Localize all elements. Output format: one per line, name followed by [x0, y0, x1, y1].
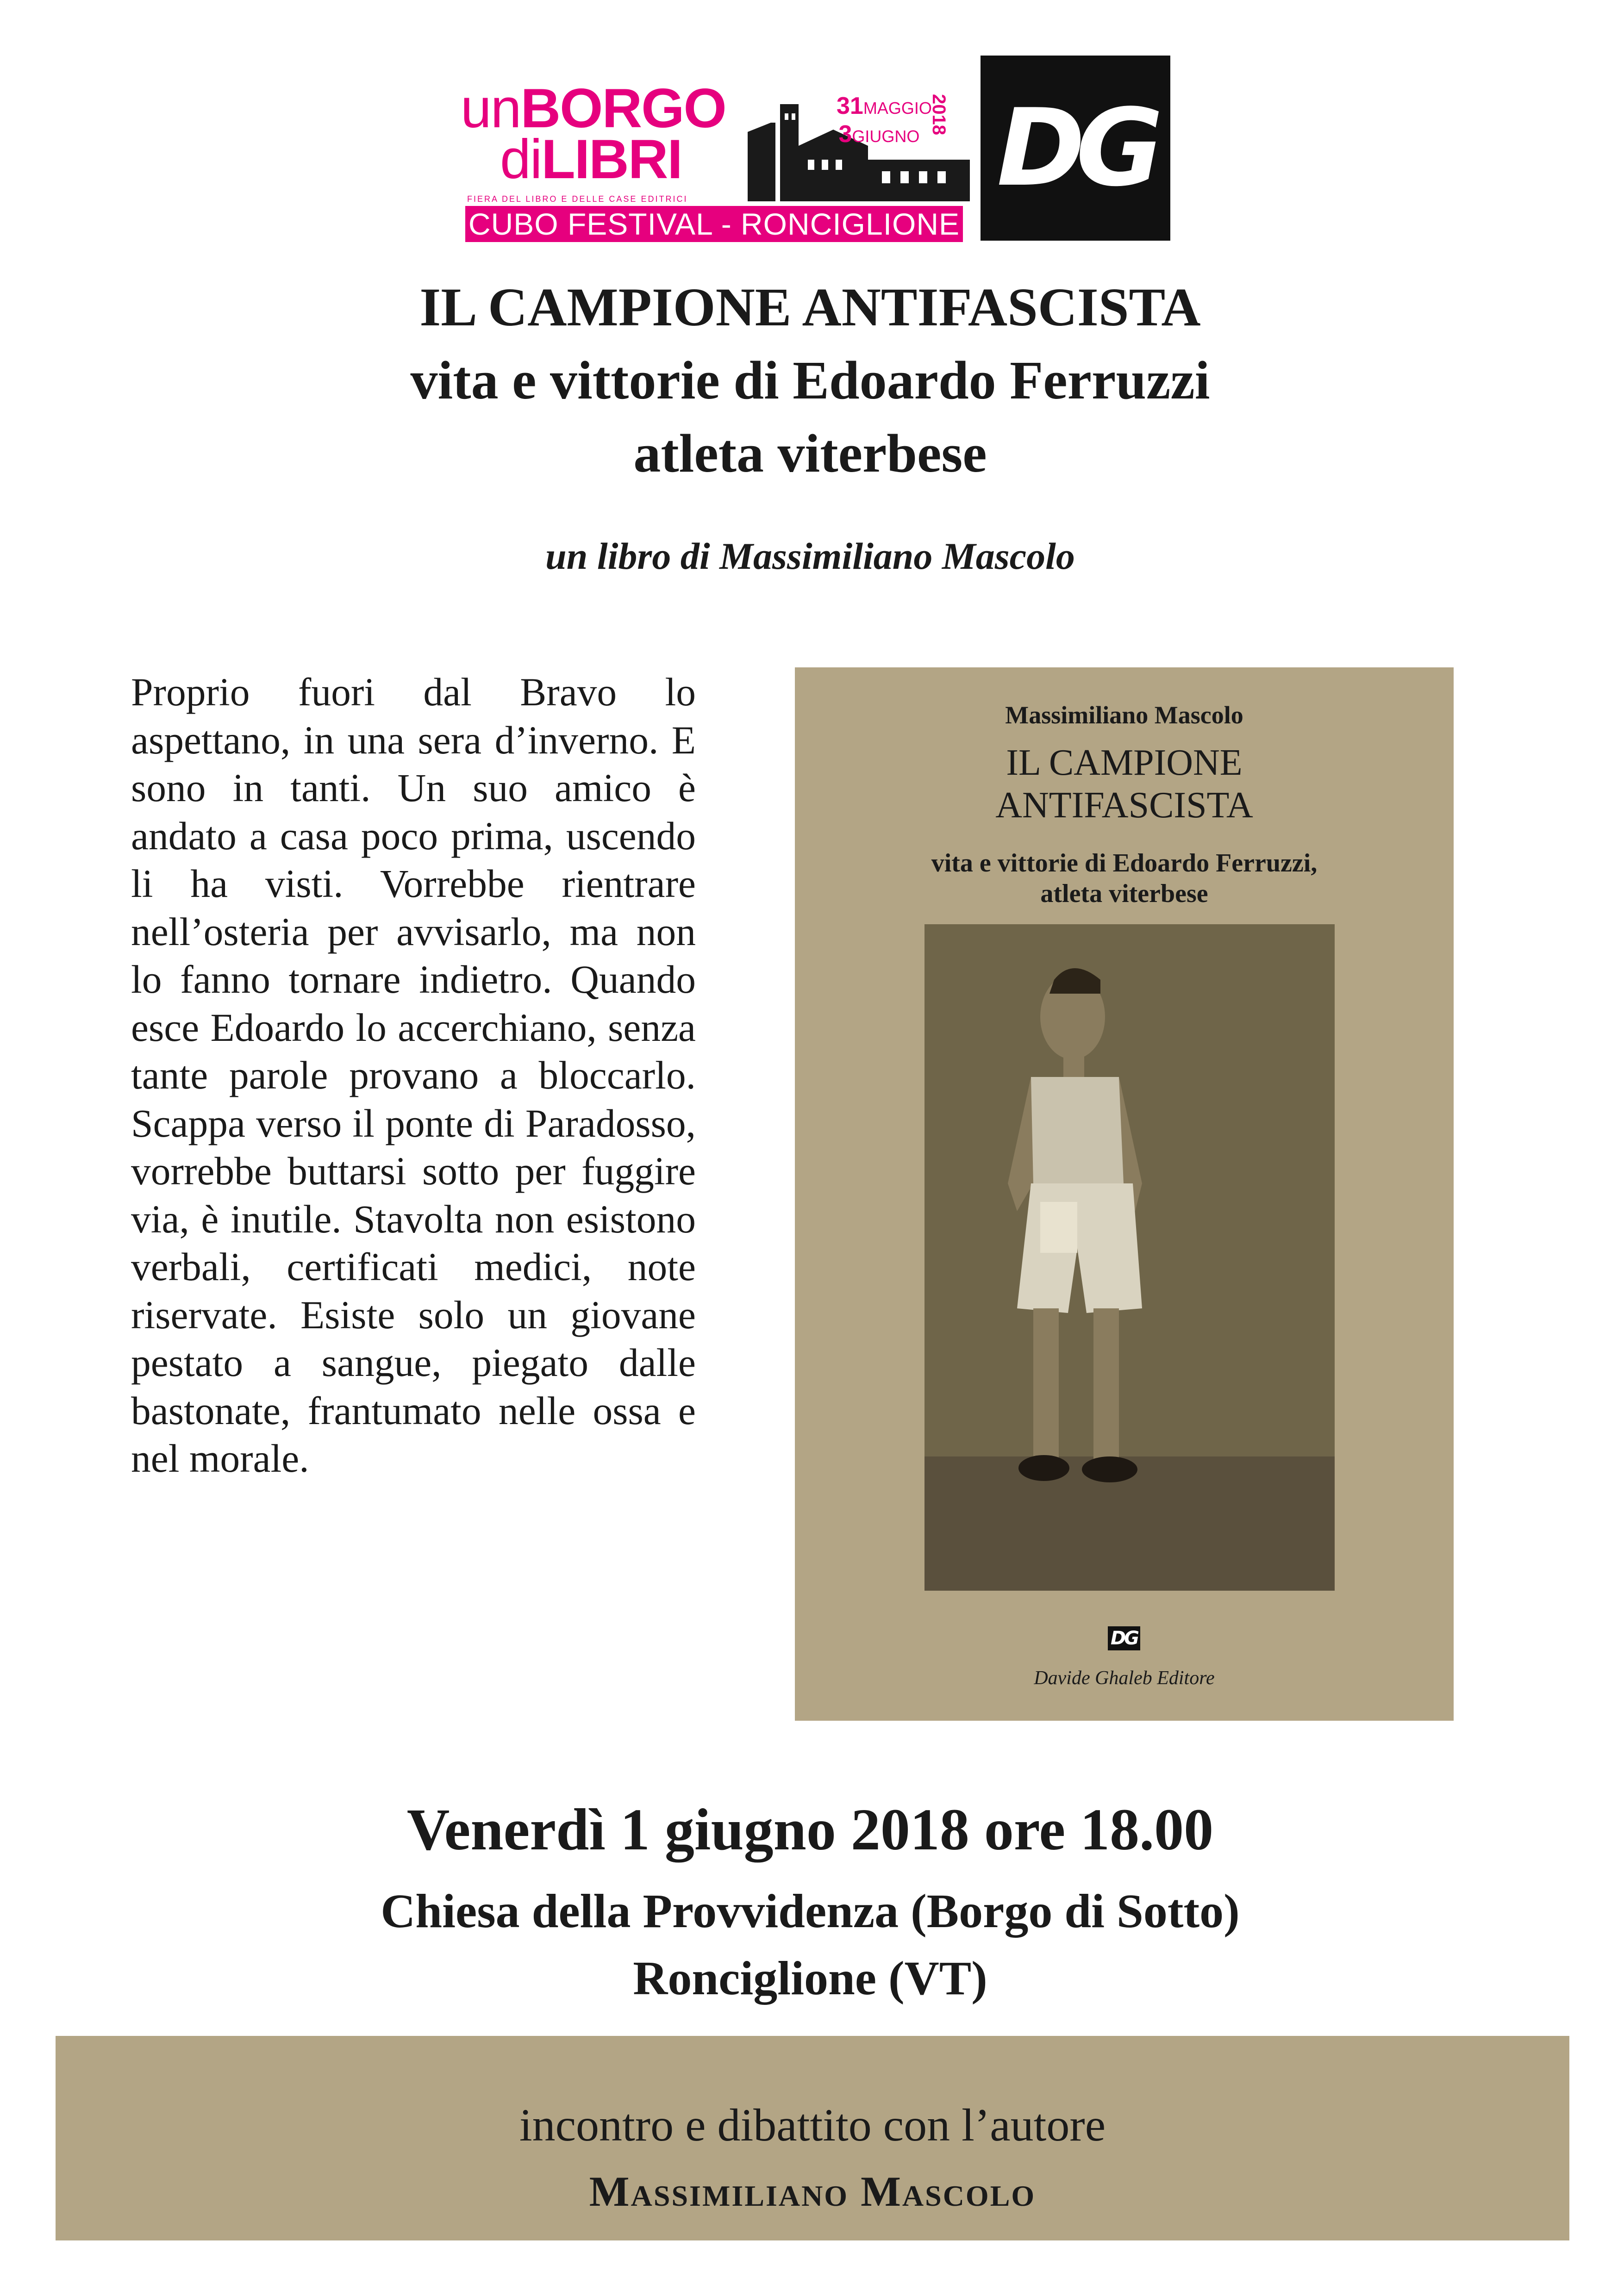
logo-di: di	[500, 128, 542, 190]
cover-publisher-logo: DG	[1108, 1626, 1140, 1650]
festival-dates	[837, 95, 932, 151]
athlete-photo-image	[924, 924, 1335, 1591]
event-date: Venerdì 1 giugno 2018 ore 18.00	[406, 1797, 1214, 1862]
title-line-1: IL CAMPIONE ANTIFASCISTA	[419, 277, 1201, 337]
logo-un: un	[461, 77, 521, 139]
publisher-logo	[981, 56, 1170, 241]
cover-title-line-1: IL CAMPIONE	[1006, 742, 1243, 783]
festival-year: 2018	[929, 94, 949, 135]
date2-month: GIUGNO	[852, 127, 920, 146]
book-title	[231, 271, 1389, 490]
title-line-2: vita e vittorie di Edoardo Ferruzzi	[410, 350, 1210, 411]
event-place: Chiesa della Provvidenza (Borgo di Sotto)	[381, 1885, 1240, 1938]
cover-author: Massimiliano Mascolo	[1005, 701, 1243, 729]
cover-title	[795, 741, 1454, 827]
footer-band	[56, 2036, 1569, 2240]
book-cover	[795, 667, 1454, 1721]
logo-borgo: BORGO	[520, 77, 726, 139]
festival-logo-line2	[500, 127, 682, 191]
festival-band-text: CUBO FESTIVAL - RONCIGLIONE	[468, 207, 960, 241]
date1-day: 31	[837, 93, 863, 119]
date2-day: 3	[838, 121, 852, 148]
festival-tagline: FIERA DEL LIBRO E DELLE CASE EDITRICI	[467, 194, 688, 204]
cover-subtitle	[795, 848, 1454, 909]
cover-publisher: Davide Ghaleb Editore	[1034, 1668, 1215, 1689]
excerpt-text: Proprio fuori dal Bravo lo aspettano, in una sera d’inverno. E sono in tanti. Un suo amico è andato a casa poco prima, uscendo li ha visti. Vorrebbe rientrare nell’osteria per avvisarlo, ma non lo fanno tornare indietro. Quando esce Edoardo lo accerchiano, senza tante parole provano a bloccarlo. Scappa verso il ponte di Paradosso, vorrebbe buttarsi sotto per fuggire via, è inutile. Stavolta non esistono verbali, certificati medici, note riservate. Esiste solo un giovane pestato a sangue, piegato dalle bastonate, frantumato nelle ossa e nel morale.	[131, 671, 696, 1481]
cover-subtitle-line-2: atleta viterbese	[1040, 879, 1208, 908]
event-town: Ronciglione (VT)	[633, 1952, 987, 2005]
festival-band	[465, 206, 963, 242]
footer-author: Massimiliano Mascolo	[589, 2168, 1036, 2215]
cover-title-line-2: ANTIFASCISTA	[995, 785, 1253, 826]
logo-libri: LIBRI	[541, 128, 682, 190]
date1-month: MAGGIO	[863, 99, 932, 118]
title-line-3: atleta viterbese	[633, 423, 987, 484]
publisher-logo-text: DG	[997, 86, 1154, 210]
cover-athlete-photo	[924, 924, 1335, 1591]
footer-line-1: incontro e dibattito con l’autore	[519, 2099, 1106, 2151]
byline: un libro di Massimiliano Mascolo	[545, 535, 1075, 577]
cover-subtitle-line-1: vita e vittorie di Edoardo Ferruzzi,	[931, 849, 1318, 877]
festival-logo	[461, 58, 974, 243]
